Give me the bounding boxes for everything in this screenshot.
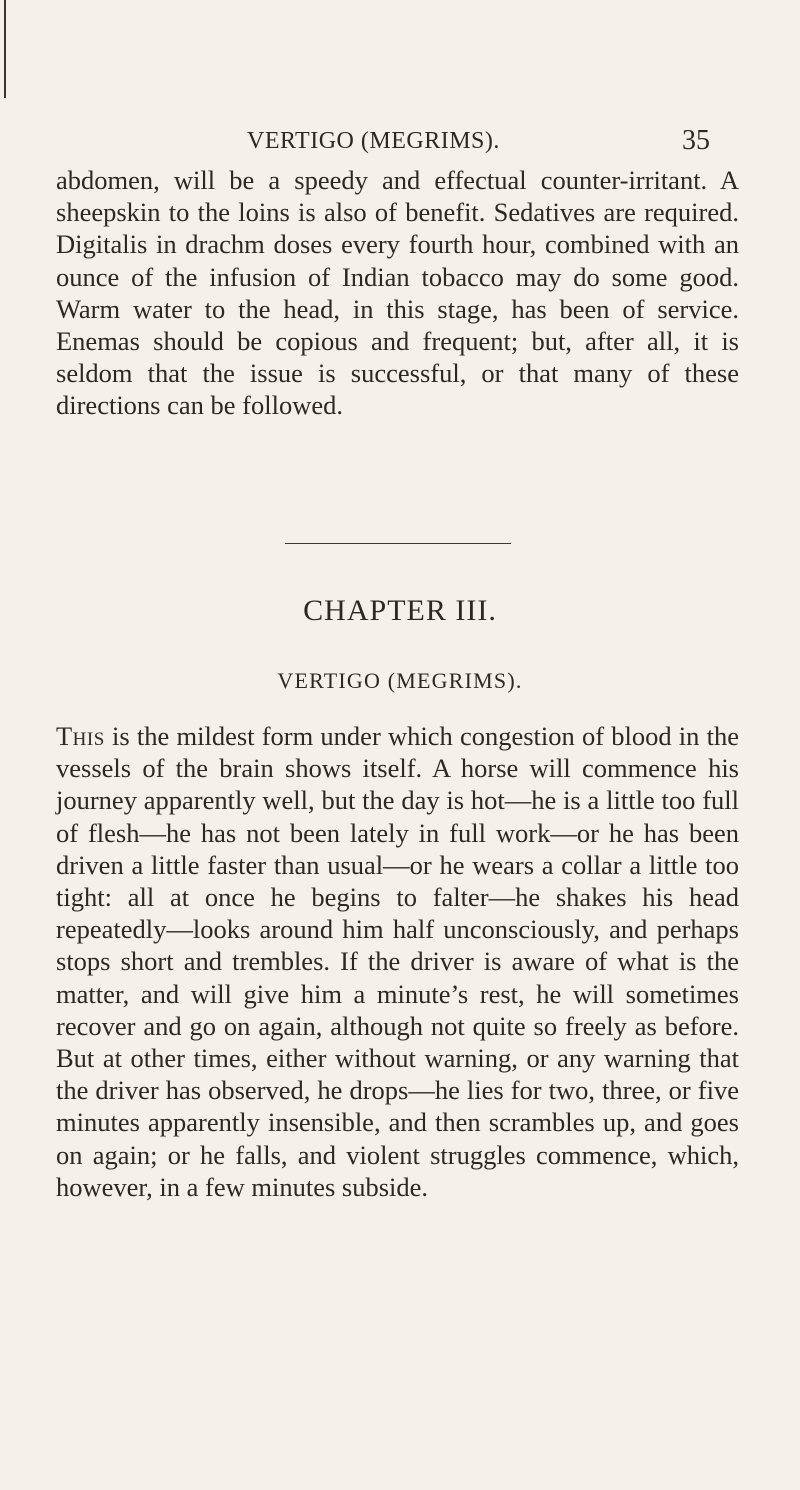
paragraph-lead-word: This [56, 721, 105, 751]
running-head [0, 125, 800, 168]
running-head-title: VERTIGO (MEGRIMS). [247, 128, 500, 154]
page-edge-line [4, 0, 6, 98]
chapter-title: VERTIGO (MEGRIMS). [277, 668, 523, 693]
chapter-heading: CHAPTER III. [303, 594, 497, 627]
body-paragraph-2 [56, 720, 739, 1203]
page-number: 35 [682, 125, 710, 156]
section-divider [285, 543, 511, 544]
body-paragraph-1: abdomen, will be a speedy and effectual counter-irritant. A sheepskin to the loins is also of benefit. Sedatives are required. Digitalis in drachm doses every fourth hour, combined with an ounce of the infusion of Indian tobacco may do some good. Warm water to the head, in this stage, has been of service. Enemas should be copious and frequent; but, after all, it is seldom that the issue is successful, or that many of these directions can be followed. [56, 165, 739, 421]
paragraph-2-text: is the mildest form under which congestion of blood in the vessels of the brain shows itself. A horse will commence his journey apparently well, but the day is hot—he is a little too full of flesh—he has not been lately in full work—or he has been driven a little faster than usual—or he wears a collar a little too tight: all at once he begins to falter—he shakes his head repeatedly—looks around him half unconsciously, and perhaps stops short and trembles. If the driver is aware of what is the matter, and will give him a minute’s rest, he will sometimes recover and go on again, although not quite so freely as before. But at other times, either without warning, or any warning that the driver has observed, he drops—he lies for two, three, or five minutes apparently insensible, and then scrambles up, and goes on again; or he falls, and violent struggles commence, which, however, in a few minutes subside. [56, 721, 739, 1202]
